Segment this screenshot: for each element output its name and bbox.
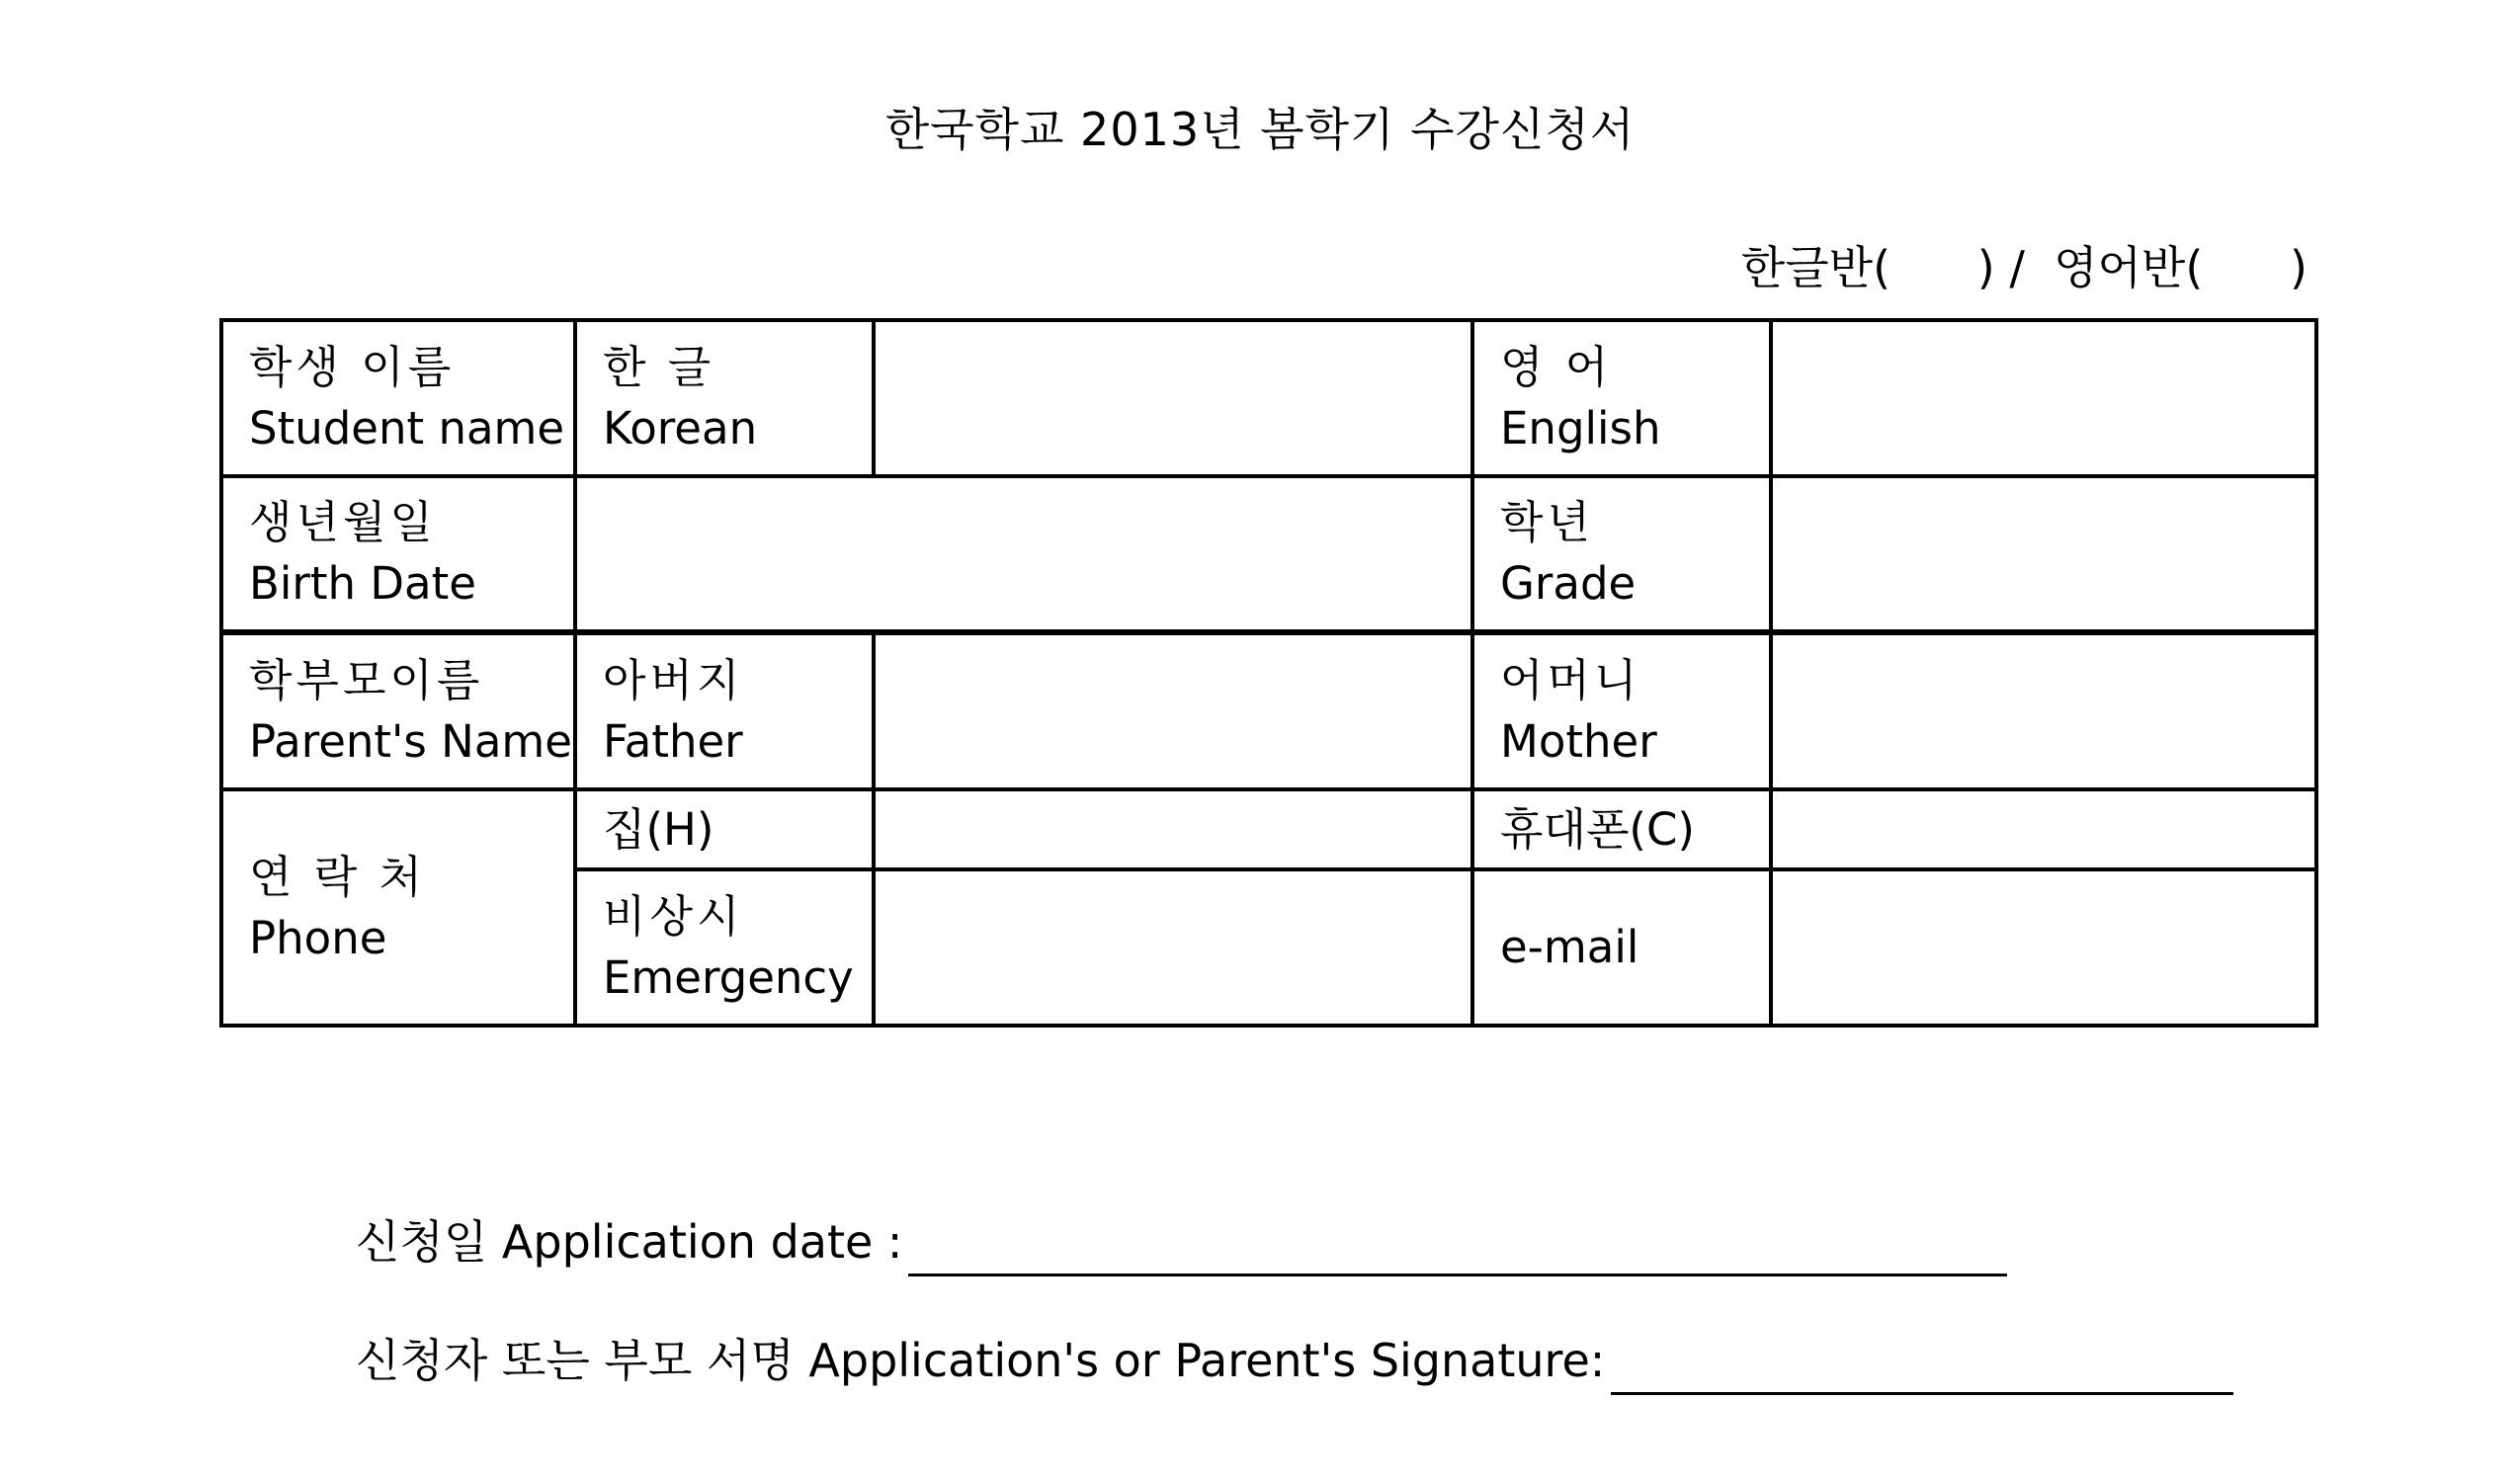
phone-label (221, 789, 575, 1026)
home-phone-field[interactable] (874, 789, 1472, 869)
birth-date-label-en: Birth Date (249, 557, 476, 611)
korean-name-label-ko: 한 글 (603, 340, 715, 393)
table-row-parent-name (221, 632, 2316, 789)
application-date-line (356, 1207, 2007, 1276)
birth-date-label-ko: 생년월일 (249, 496, 437, 549)
emergency-label-ko: 비상시 (603, 890, 744, 944)
emergency-phone-field[interactable] (874, 869, 1472, 1026)
email-field[interactable] (1771, 869, 2316, 1026)
home-phone-label-text: 집(H) (603, 802, 714, 856)
form-title: 한국학교 2013년 봄학기 수강신청서 (884, 103, 1636, 156)
birth-date-field[interactable] (575, 476, 1472, 633)
table-row-phone-home (221, 789, 2316, 869)
table-row-student-name (221, 320, 2316, 476)
signature-label: 신청자 또는 부모 서명 Application's or Parent's Signature: (356, 1334, 1606, 1387)
email-label-text: e-mail (1500, 921, 1639, 974)
parent-name-label (221, 632, 575, 789)
grade-label-ko: 학년 (1500, 496, 1594, 549)
application-date-label: 신청일 Application date : (356, 1215, 903, 1269)
birth-date-label (221, 476, 575, 633)
application-date-field[interactable] (908, 1222, 2007, 1276)
korean-name-label (575, 320, 874, 476)
father-label (575, 632, 874, 789)
mother-label (1472, 632, 1771, 789)
emergency-label-en: Emergency (603, 951, 854, 1005)
cell-phone-label-text: 휴대폰(C) (1500, 802, 1695, 856)
grade-label (1472, 476, 1771, 633)
email-label (1472, 869, 1771, 1026)
signature-field[interactable] (1611, 1341, 2233, 1395)
phone-label-en: Phone (249, 911, 387, 964)
registration-table (219, 318, 2318, 1028)
signature-line (356, 1326, 2233, 1395)
class-selection[interactable]: 한글반( ) / 영어반( ) (1740, 241, 2308, 294)
parent-name-label-en: Parent's Name (249, 715, 572, 769)
grade-field[interactable] (1771, 476, 2316, 633)
english-name-label-ko: 영 어 (1500, 340, 1613, 393)
mother-label-en: Mother (1500, 715, 1657, 769)
home-phone-label (575, 789, 874, 869)
english-name-field[interactable] (1771, 320, 2316, 476)
emergency-label (575, 869, 874, 1026)
grade-label-en: Grade (1500, 557, 1637, 611)
mother-label-ko: 어머니 (1500, 654, 1641, 707)
student-name-label-ko: 학생 이름 (249, 340, 456, 393)
parent-name-label-ko: 학부모이름 (249, 654, 484, 707)
student-name-label-en: Student name (249, 401, 565, 454)
english-name-label (1472, 320, 1771, 476)
father-label-ko: 아버지 (603, 654, 744, 707)
cell-phone-label (1472, 789, 1771, 869)
student-name-label (221, 320, 575, 476)
english-name-label-en: English (1500, 401, 1661, 454)
father-name-field[interactable] (874, 632, 1472, 789)
cell-phone-field[interactable] (1771, 789, 2316, 869)
phone-label-ko: 연 락 처 (249, 850, 427, 903)
table-row-birth-date (221, 476, 2316, 633)
mother-name-field[interactable] (1771, 632, 2316, 789)
father-label-en: Father (603, 715, 743, 769)
korean-name-field[interactable] (874, 320, 1472, 476)
korean-name-label-en: Korean (603, 401, 758, 454)
